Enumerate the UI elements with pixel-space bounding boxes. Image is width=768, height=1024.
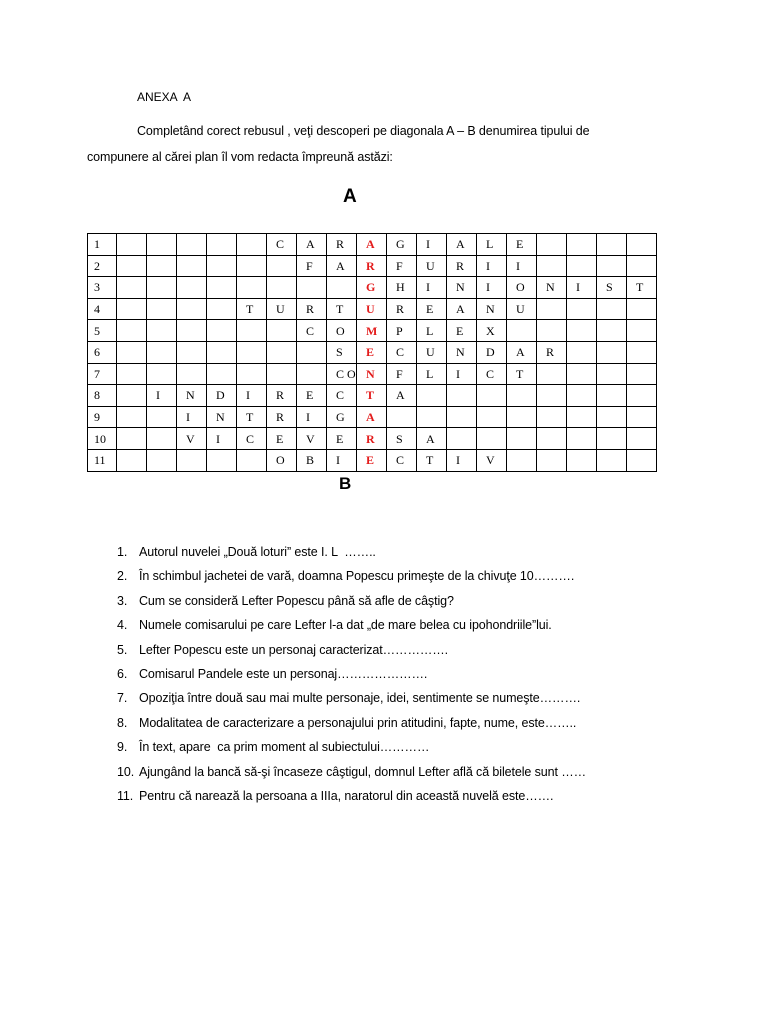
crossword-cell: I <box>147 385 177 407</box>
question-item <box>0 666 768 690</box>
crossword-cell <box>507 320 537 342</box>
crossword-cell: F <box>297 255 327 277</box>
crossword-cell <box>177 449 207 471</box>
crossword-cell: A <box>447 298 477 320</box>
crossword-cell <box>117 255 147 277</box>
crossword-cell <box>537 385 567 407</box>
question-number: 2. <box>117 569 128 584</box>
crossword-cell <box>537 406 567 428</box>
crossword-row-number: 11 <box>88 449 117 471</box>
question-text: Pentru că narează la persoana a IIIa, naratorul din această nuvelă este……. <box>139 788 554 803</box>
crossword-cell <box>117 449 147 471</box>
crossword-cell: B <box>297 449 327 471</box>
question-item <box>0 617 768 641</box>
question-text: Opoziţia între două sau mai multe personaje, idei, sentimente se numeşte………. <box>139 691 581 706</box>
crossword-cell <box>207 449 237 471</box>
crossword-cell <box>297 277 327 299</box>
question-list <box>0 544 768 812</box>
crossword-cell: T <box>327 298 357 320</box>
crossword-cell: A <box>327 255 357 277</box>
crossword-cell <box>567 363 597 385</box>
crossword-cell <box>597 449 627 471</box>
question-item <box>0 568 768 592</box>
question-number: 3. <box>117 593 128 608</box>
crossword-cell <box>597 255 627 277</box>
crossword-cell: I <box>567 277 597 299</box>
crossword-cell <box>597 320 627 342</box>
crossword-cell: C <box>237 428 267 450</box>
crossword-cell <box>627 234 657 256</box>
crossword-cell: R <box>297 298 327 320</box>
crossword-cell <box>597 406 627 428</box>
crossword-key-cell: M <box>357 320 387 342</box>
diagonal-end-label: B <box>339 474 352 493</box>
crossword-cell <box>207 341 237 363</box>
question-number: 8. <box>117 715 128 730</box>
question-item <box>0 764 768 788</box>
question-number: 7. <box>117 691 128 706</box>
crossword-cell <box>177 277 207 299</box>
crossword-cell: E <box>297 385 327 407</box>
question-item <box>0 690 768 714</box>
intro-line-2: compunere al cărei plan îl vom redacta împreună astăzi: <box>87 150 393 164</box>
question-item <box>0 642 768 666</box>
crossword-cell: T <box>237 406 267 428</box>
question-number: 4. <box>117 618 128 633</box>
question-text: Cum se consideră Lefter Popescu până să afle de câştig? <box>139 593 454 608</box>
crossword-cell <box>147 277 177 299</box>
crossword-row <box>88 363 657 385</box>
crossword-row <box>88 255 657 277</box>
crossword-cell <box>507 449 537 471</box>
crossword-cell <box>177 363 207 385</box>
crossword-cell: I <box>477 255 507 277</box>
crossword-cell: V <box>477 449 507 471</box>
question-item <box>0 715 768 739</box>
crossword-cell <box>207 298 237 320</box>
crossword-cell: I <box>417 234 447 256</box>
crossword-cell <box>147 320 177 342</box>
crossword-cell <box>477 428 507 450</box>
crossword-cell <box>597 428 627 450</box>
crossword-cell <box>237 363 267 385</box>
crossword-cell <box>267 255 297 277</box>
crossword-cell <box>117 298 147 320</box>
question-number: 9. <box>117 740 128 755</box>
crossword-cell <box>627 406 657 428</box>
crossword-cell: R <box>387 298 417 320</box>
crossword-cell: X <box>477 320 507 342</box>
crossword-cell <box>537 255 567 277</box>
crossword-cell: D <box>207 385 237 407</box>
question-text: În schimbul jachetei de vară, doamna Popescu primeşte de la chivuţe 10………. <box>139 569 575 584</box>
question-item <box>0 788 768 812</box>
crossword-cell <box>597 385 627 407</box>
crossword-row <box>88 234 657 256</box>
crossword-cell: N <box>477 298 507 320</box>
crossword-cell <box>567 385 597 407</box>
crossword-cell <box>567 449 597 471</box>
crossword-cell <box>597 363 627 385</box>
crossword-cell: D <box>477 341 507 363</box>
crossword-row <box>88 320 657 342</box>
crossword-cell: E <box>267 428 297 450</box>
crossword-cell <box>567 341 597 363</box>
intro-line-1: Completând corect rebusul , veţi descoperi pe diagonala A – B denumirea tipului de <box>137 124 590 138</box>
crossword-cell: O <box>507 277 537 299</box>
crossword-cell <box>237 449 267 471</box>
question-item <box>0 739 768 763</box>
crossword-cell: N <box>537 277 567 299</box>
crossword-cell <box>507 428 537 450</box>
crossword-cell <box>117 406 147 428</box>
crossword-cell <box>477 406 507 428</box>
crossword-cell: H <box>387 277 417 299</box>
crossword-key-cell: G <box>357 277 387 299</box>
crossword-cell <box>567 234 597 256</box>
crossword-key-cell: A <box>357 234 387 256</box>
crossword-cell <box>627 449 657 471</box>
crossword-cell <box>177 298 207 320</box>
question-text: Lefter Popescu este un personaj caracterizat……………. <box>139 642 449 657</box>
crossword-cell <box>117 428 147 450</box>
crossword-cell <box>567 255 597 277</box>
crossword-cell: S <box>597 277 627 299</box>
crossword-cell <box>327 277 357 299</box>
crossword-cell: L <box>417 363 447 385</box>
question-number: 1. <box>117 545 128 559</box>
crossword-key-cell: E <box>357 341 387 363</box>
crossword-cell: I <box>237 385 267 407</box>
crossword-cell: I <box>327 449 357 471</box>
crossword-key-cell: R <box>357 255 387 277</box>
crossword-cell <box>207 277 237 299</box>
crossword-cell <box>117 385 147 407</box>
crossword-cell: E <box>417 298 447 320</box>
crossword-row-number: 4 <box>88 298 117 320</box>
crossword-cell: I <box>477 277 507 299</box>
crossword-row-number: 7 <box>88 363 117 385</box>
crossword-cell: E <box>327 428 357 450</box>
crossword-cell: F <box>387 255 417 277</box>
crossword-key-cell: R <box>357 428 387 450</box>
crossword-cell <box>537 428 567 450</box>
crossword-cell: U <box>417 255 447 277</box>
crossword-cell <box>117 341 147 363</box>
crossword-cell: U <box>267 298 297 320</box>
crossword-cell <box>147 341 177 363</box>
crossword-cell: A <box>507 341 537 363</box>
crossword-cell: L <box>477 234 507 256</box>
crossword-cell: R <box>267 385 297 407</box>
crossword-cell <box>567 298 597 320</box>
question-number: 6. <box>117 666 128 681</box>
crossword-cell <box>177 234 207 256</box>
crossword-row-number: 2 <box>88 255 117 277</box>
crossword-cell <box>627 385 657 407</box>
crossword-cell <box>117 277 147 299</box>
crossword-cell: I <box>417 277 447 299</box>
crossword-cell: I <box>207 428 237 450</box>
crossword-cell <box>147 234 177 256</box>
crossword-cell <box>237 341 267 363</box>
annex-title: ANEXA A <box>137 90 192 104</box>
crossword-row <box>88 406 657 428</box>
crossword-cell: R <box>327 234 357 256</box>
crossword-cell <box>177 255 207 277</box>
crossword-cell <box>147 363 177 385</box>
crossword-key-cell: E <box>357 449 387 471</box>
question-text: Autorul nuvelei „Două loturi” este I. L …….. <box>139 545 376 559</box>
crossword-cell: C O <box>327 363 357 385</box>
crossword-key-cell: A <box>357 406 387 428</box>
crossword-cell: N <box>447 277 477 299</box>
crossword-row-number: 3 <box>88 277 117 299</box>
question-number: 10. <box>117 764 135 779</box>
crossword-cell <box>147 298 177 320</box>
crossword-cell <box>207 320 237 342</box>
crossword-cell: N <box>447 341 477 363</box>
crossword-key-cell: T <box>357 385 387 407</box>
crossword-cell <box>147 406 177 428</box>
crossword-row <box>88 428 657 450</box>
crossword-cell <box>627 255 657 277</box>
crossword-cell <box>537 449 567 471</box>
crossword-cell: O <box>327 320 357 342</box>
crossword-cell <box>117 234 147 256</box>
crossword-cell: E <box>447 320 477 342</box>
crossword-cell: P <box>387 320 417 342</box>
crossword-row <box>88 341 657 363</box>
crossword-cell <box>597 298 627 320</box>
crossword-cell: U <box>417 341 447 363</box>
question-text: În text, apare ca prim moment al subiectului………… <box>139 740 430 755</box>
crossword-cell: I <box>297 406 327 428</box>
crossword-cell <box>147 255 177 277</box>
crossword-cell: G <box>387 234 417 256</box>
crossword-cell <box>627 320 657 342</box>
crossword-cell <box>387 406 417 428</box>
crossword-grid <box>87 233 657 472</box>
crossword-cell <box>267 277 297 299</box>
crossword-cell <box>117 363 147 385</box>
crossword-row-number: 1 <box>88 234 117 256</box>
crossword-row-number: 6 <box>88 341 117 363</box>
crossword-cell <box>597 234 627 256</box>
crossword-cell: L <box>417 320 447 342</box>
crossword-cell: E <box>507 234 537 256</box>
crossword-cell <box>567 428 597 450</box>
crossword-cell <box>447 385 477 407</box>
crossword-cell: C <box>477 363 507 385</box>
crossword-cell <box>147 449 177 471</box>
question-item <box>0 544 768 568</box>
crossword-row <box>88 385 657 407</box>
question-item <box>0 593 768 617</box>
crossword-cell: O <box>267 449 297 471</box>
crossword-cell <box>507 385 537 407</box>
crossword-cell <box>537 320 567 342</box>
crossword-cell: V <box>297 428 327 450</box>
crossword-cell <box>537 234 567 256</box>
crossword-cell <box>537 298 567 320</box>
crossword-cell: A <box>297 234 327 256</box>
crossword-cell <box>267 341 297 363</box>
crossword-cell <box>177 341 207 363</box>
crossword-grid-body <box>88 234 657 472</box>
crossword-cell: V <box>177 428 207 450</box>
crossword-cell <box>267 320 297 342</box>
crossword-cell: A <box>447 234 477 256</box>
crossword-cell <box>147 428 177 450</box>
crossword-cell <box>297 363 327 385</box>
question-text: Ajungând la bancă să-şi încaseze câştigul, domnul Lefter află că biletele sunt …… <box>139 764 587 779</box>
crossword-cell <box>627 341 657 363</box>
crossword-cell <box>447 428 477 450</box>
crossword-row <box>88 298 657 320</box>
crossword-cell: R <box>537 341 567 363</box>
crossword-cell: C <box>267 234 297 256</box>
crossword-cell: T <box>237 298 267 320</box>
crossword-cell <box>627 298 657 320</box>
crossword-cell: U <box>507 298 537 320</box>
crossword-cell: T <box>417 449 447 471</box>
crossword-cell <box>207 363 237 385</box>
crossword-cell <box>627 363 657 385</box>
crossword-cell <box>567 320 597 342</box>
question-number: 5. <box>117 642 128 657</box>
crossword-cell: C <box>387 449 417 471</box>
crossword-cell: N <box>207 406 237 428</box>
crossword-cell: I <box>507 255 537 277</box>
crossword-cell: R <box>267 406 297 428</box>
crossword-cell <box>237 234 267 256</box>
crossword-cell <box>447 406 477 428</box>
crossword-cell <box>207 255 237 277</box>
crossword-row-number: 9 <box>88 406 117 428</box>
crossword-cell: C <box>327 385 357 407</box>
crossword-cell <box>417 406 447 428</box>
crossword-cell <box>297 341 327 363</box>
crossword-cell: T <box>627 277 657 299</box>
crossword-row-number: 8 <box>88 385 117 407</box>
crossword-cell <box>117 320 147 342</box>
crossword-row <box>88 449 657 471</box>
crossword-cell: T <box>507 363 537 385</box>
crossword-cell: N <box>177 385 207 407</box>
crossword-cell <box>537 363 567 385</box>
crossword-cell: S <box>387 428 417 450</box>
crossword-key-cell: N <box>357 363 387 385</box>
crossword-cell: F <box>387 363 417 385</box>
crossword-row-number: 5 <box>88 320 117 342</box>
crossword-cell <box>177 320 207 342</box>
crossword-cell <box>237 320 267 342</box>
question-text: Numele comisarului pe care Lefter l-a dat „de mare belea cu ipohondriile”lui. <box>139 618 552 633</box>
crossword-cell <box>627 428 657 450</box>
crossword-key-cell: U <box>357 298 387 320</box>
crossword-cell: C <box>297 320 327 342</box>
crossword-cell <box>567 406 597 428</box>
crossword-cell <box>417 385 447 407</box>
crossword-cell: S <box>327 341 357 363</box>
crossword-cell <box>237 277 267 299</box>
crossword-row-number: 10 <box>88 428 117 450</box>
crossword-cell <box>597 341 627 363</box>
crossword-cell: A <box>387 385 417 407</box>
crossword-row <box>88 277 657 299</box>
crossword-cell <box>207 234 237 256</box>
crossword-cell: I <box>177 406 207 428</box>
crossword-cell: I <box>447 363 477 385</box>
crossword-cell <box>477 385 507 407</box>
crossword-cell: I <box>447 449 477 471</box>
question-number: 11. <box>117 788 134 803</box>
diagonal-start-label: A <box>343 186 357 207</box>
crossword-cell <box>507 406 537 428</box>
crossword-cell <box>267 363 297 385</box>
question-text: Modalitatea de caracterizare a personajului prin atitudini, fapte, nume, este…….. <box>139 715 577 730</box>
crossword-cell: R <box>447 255 477 277</box>
crossword-cell: A <box>417 428 447 450</box>
question-text: Comisarul Pandele este un personaj…………………. <box>139 666 428 681</box>
crossword-cell: G <box>327 406 357 428</box>
crossword-cell <box>237 255 267 277</box>
crossword-cell: C <box>387 341 417 363</box>
